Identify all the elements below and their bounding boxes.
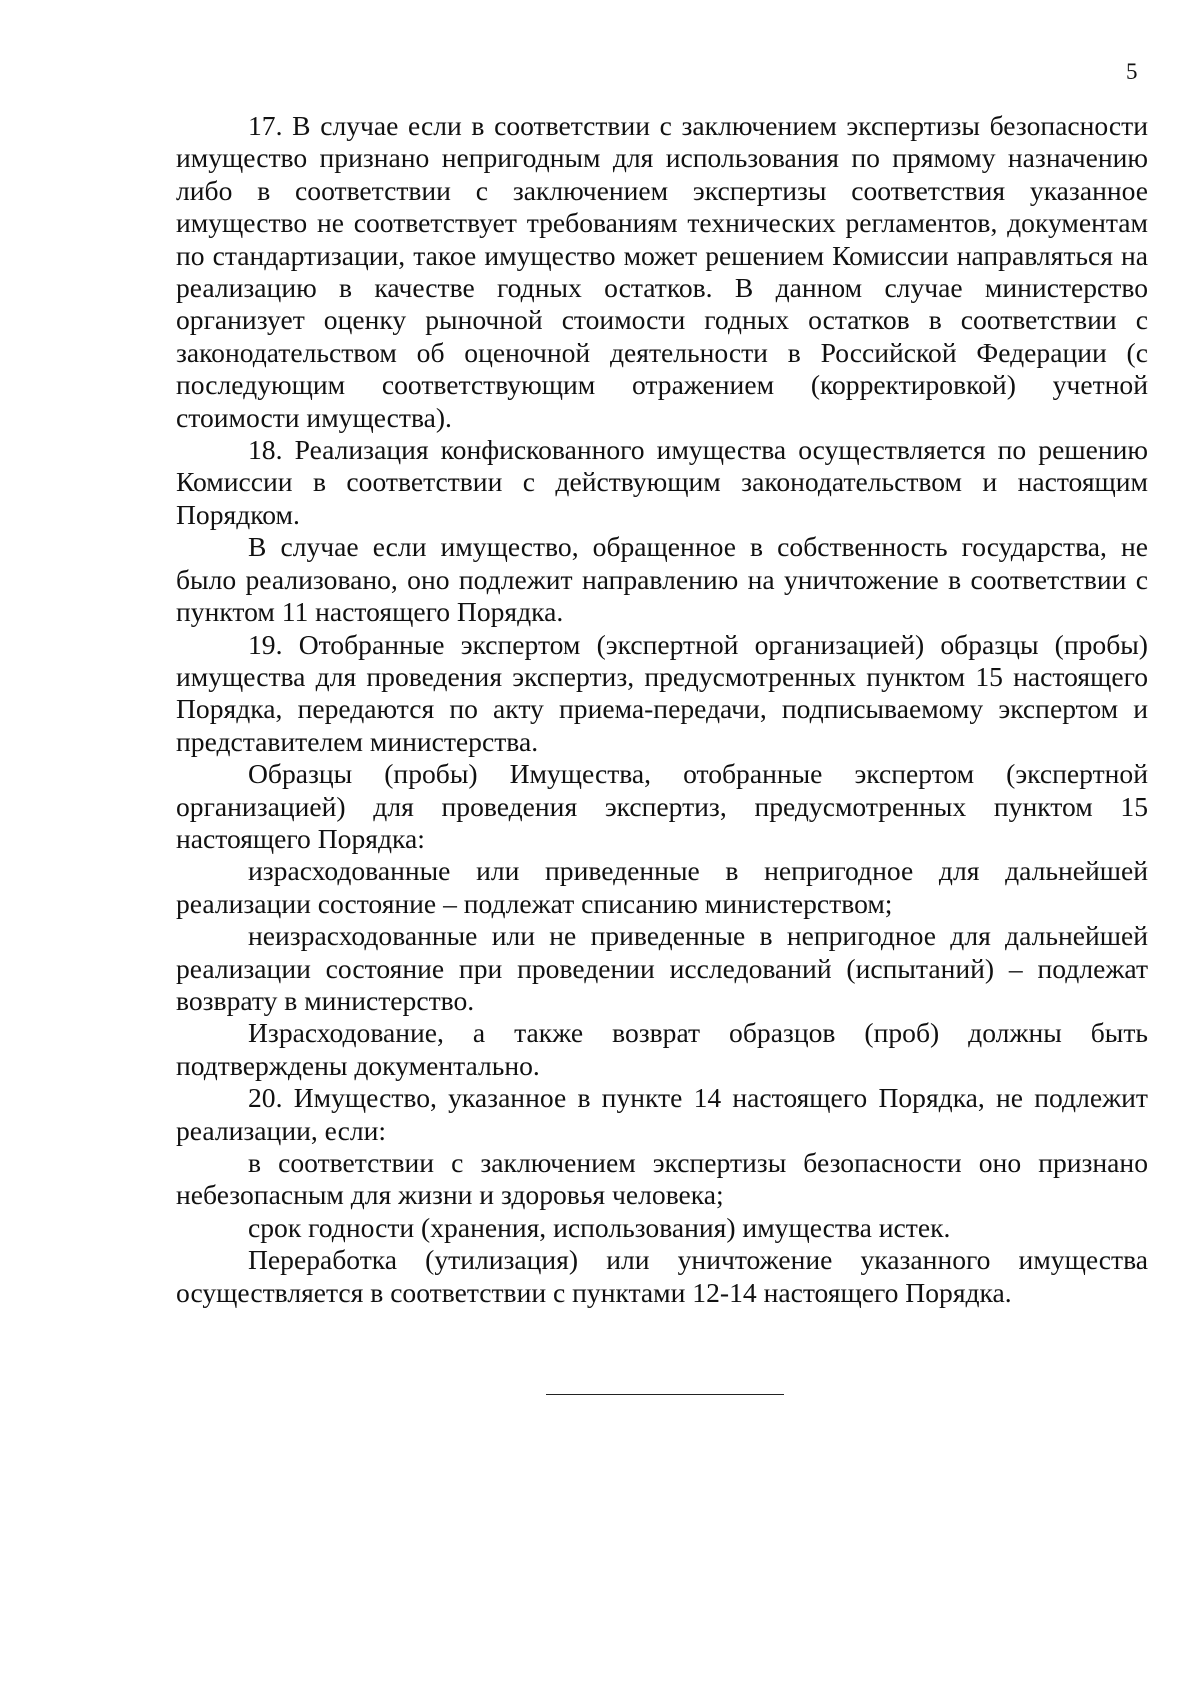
page-number: 5 bbox=[1126, 59, 1138, 84]
paragraph-19-confirmation: Израсходование, а также возврат образцов (проб) должны быть подтверждены документально. bbox=[176, 1017, 1148, 1081]
paragraph-19-samples: Образцы (пробы) Имущества, отобранные экспертом (экспертной организацией) для проведения экспертиз, предусмотренных пунктом 15 настоящего Порядка: bbox=[176, 758, 1148, 854]
end-separator-line bbox=[546, 1394, 784, 1395]
document-body bbox=[176, 110, 1148, 1309]
paragraph-20-unsafe: в соответствии с заключением экспертизы безопасности оно признано небезопасным для жизни и здоровья человека; bbox=[176, 1147, 1148, 1211]
paragraph-19-used: израсходованные или приведенные в непригодное для дальнейшей реализации состояние – подлежат списанию министерством; bbox=[176, 855, 1148, 919]
paragraph-17: 17. В случае если в соответствии с заключением экспертизы безопасности имущество признано непригодным для использования по прямому назначению либо в соответствии с заключением экспертизы соответствия указанное имущество не соответствует требованиям технических регламентов, документам по стандартизации, такое имущество может решением Комиссии направляться на реализацию в качестве годных остатков. В данном случае министерство организует оценку рыночной стоимости годных остатков в соответствии с законодательством об оценочной деятельности в Российской Федерации (с последующим соответствующим отражением (корректировкой) учетной стоимости имущества). bbox=[176, 110, 1148, 433]
paragraph-18: 18. Реализация конфискованного имущества осуществляется по решению Комиссии в соответствии с действующим законодательством и настоящим Порядком. bbox=[176, 434, 1148, 530]
paragraph-18-unsold: В случае если имущество, обращенное в собственность государства, не было реализовано, оно подлежит направлению на уничтожение в соответствии с пунктом 11 настоящего Порядка. bbox=[176, 531, 1148, 628]
paragraph-20-expired: срок годности (хранения, использования) имущества истек. bbox=[248, 1211, 951, 1243]
paragraph-20: 20. Имущество, указанное в пункте 14 настоящего Порядка, не подлежит реализации, если: bbox=[176, 1082, 1148, 1146]
paragraph-20-disposal: Переработка (утилизация) или уничтожение указанного имущества осуществляется в соответствии с пунктами 12-14 настоящего Порядка. bbox=[176, 1244, 1148, 1308]
paragraph-19: 19. Отобранные экспертом (экспертной организацией) образцы (пробы) имущества для проведения экспертиз, предусмотренных пунктом 15 настоящего Порядка, передаются по акту приема-передачи, подписываемому экспертом и представителем министерства. bbox=[176, 628, 1148, 757]
paragraph-19-unused: неизрасходованные или не приведенные в непригодное для дальнейшей реализации состояние при проведении исследований (испытаний) – подлежат возврату в министерство. bbox=[176, 920, 1148, 1016]
